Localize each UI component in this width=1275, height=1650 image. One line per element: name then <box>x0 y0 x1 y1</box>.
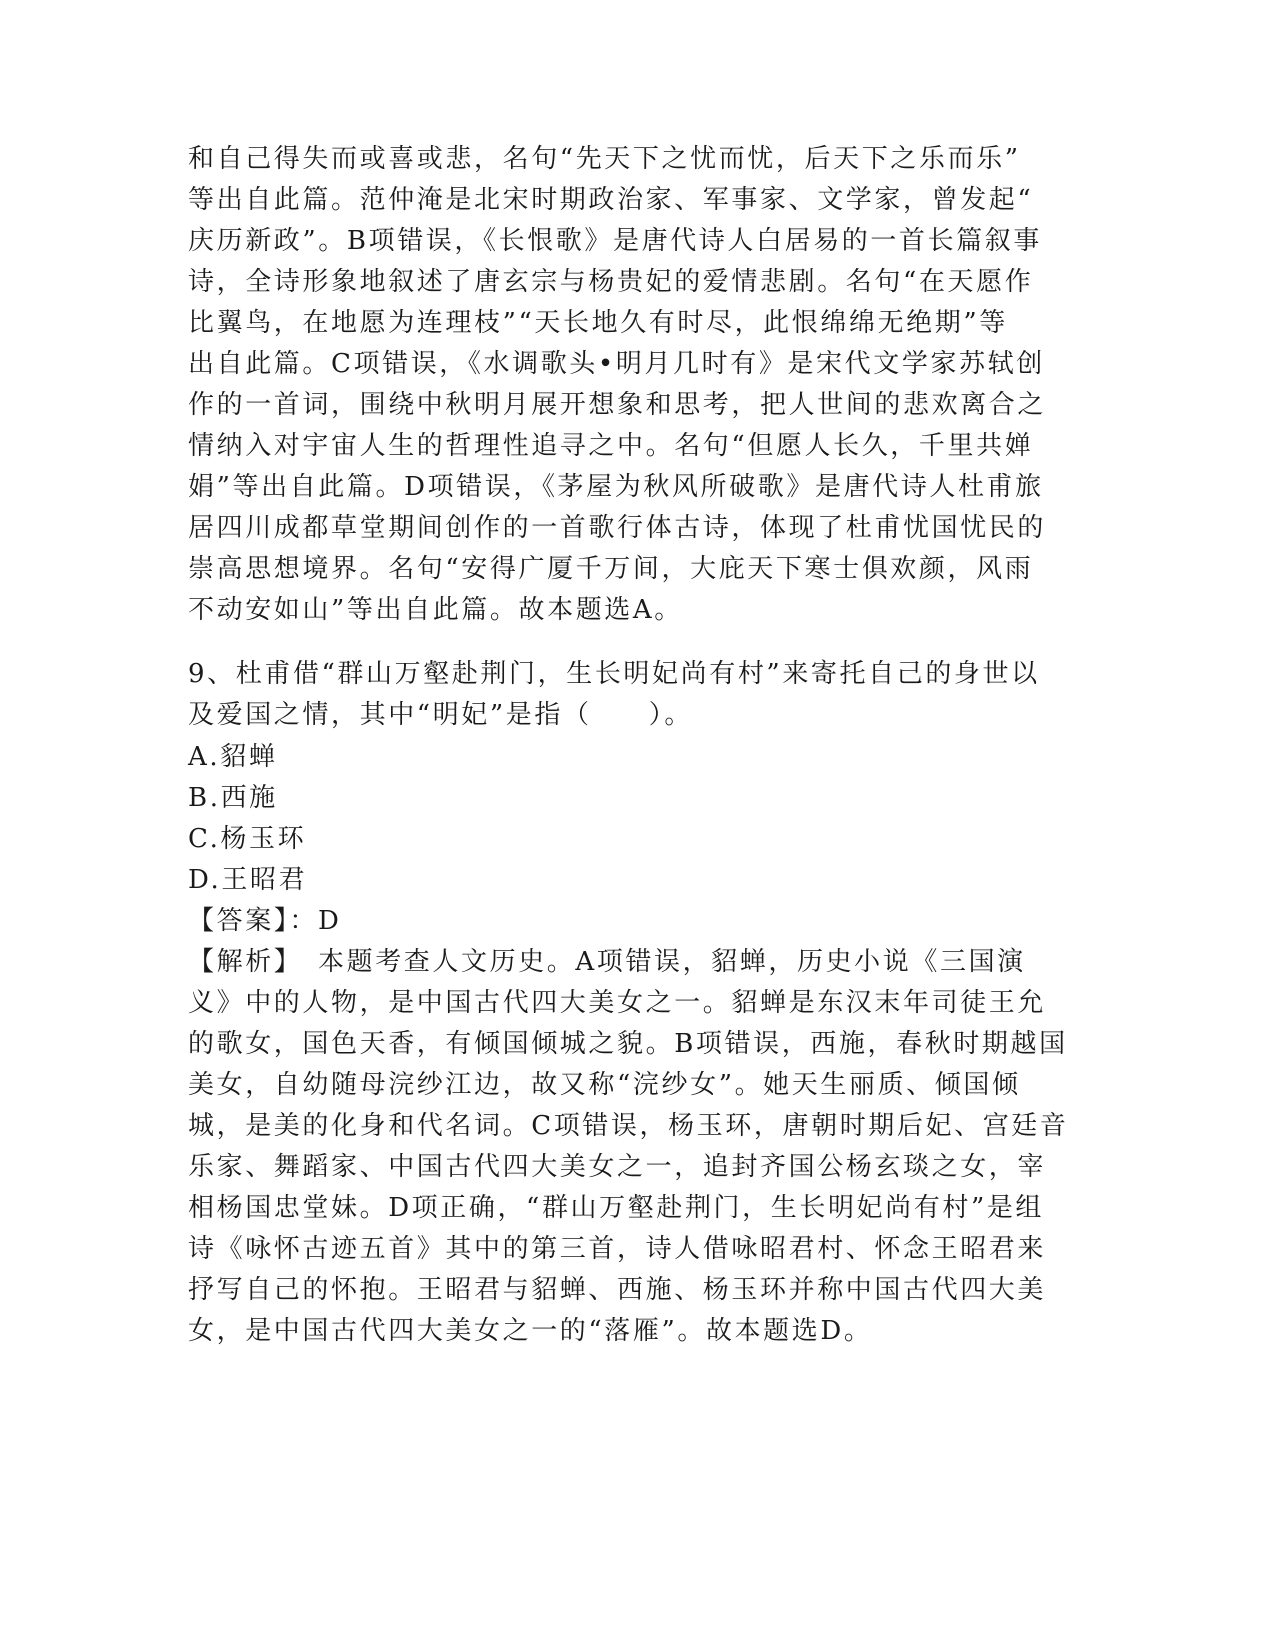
analysis-line: 女，是中国古代四大美女之一的“落雁”。故本题选D。 <box>188 1316 873 1346</box>
analysis-line: 乐家、舞蹈家、中国古代四大美女之一，追封齐国公杨玄琰之女，宰 <box>188 1152 1047 1182</box>
option-a: A.貂蝉 <box>188 742 278 772</box>
text-line: 出自此篇。C项错误，《水调歌头•明月几时有》是宋代文学家苏轼创 <box>188 349 1045 379</box>
text-line: 庆历新政”。B项错误，《长恨歌》是唐代诗人白居易的一首长篇叙事 <box>188 226 1042 256</box>
text-line: 等出自此篇。范仲淹是北宋时期政治家、军事家、文学家，曾发起“ <box>188 185 1034 215</box>
option-c: C.杨玉环 <box>188 824 307 854</box>
question-stem: 及爱国之情，其中“明妃”是指（ ）。 <box>188 700 693 730</box>
text-line: 诗，全诗形象地叙述了唐玄宗与杨贵妃的爱情悲剧。名句“在天愿作 <box>188 267 1034 297</box>
text-line: 和自己得失而或喜或悲，名句“先天下之忧而忧，后天下之乐而乐” <box>188 144 1021 174</box>
analysis-line: 城，是美的化身和代名词。C项错误，杨玉环，唐朝时期后妃、宫廷音 <box>188 1111 1069 1141</box>
answer-line: 【答案】：D <box>188 906 342 936</box>
option-b: B.西施 <box>188 783 278 813</box>
analysis-line: 美女，自幼随母浣纱江边，故又称“浣纱女”。她天生丽质、倾国倾 <box>188 1070 1021 1100</box>
analysis-line: 相杨国忠堂妹。D项正确，“群山万壑赴荆门，生长明妃尚有村”是组 <box>188 1193 1045 1223</box>
analysis-line: 抒写自己的怀抱。王昭君与貂蝉、西施、杨玉环并称中国古代四大美 <box>188 1275 1047 1305</box>
analysis-line: 的歌女，国色天香，有倾国倾城之貌。B项错误，西施，春秋时期越国 <box>188 1029 1068 1059</box>
analysis-line: 【解析】 本题考查人文历史。A项错误，貂蝉，历史小说《三国演 <box>188 947 1026 977</box>
text-line: 比翼鸟，在地愿为连理枝”“天长地久有时尽，此恨绵绵无绝期”等 <box>188 308 1008 338</box>
question-stem: 9、杜甫借“群山万壑赴荆门，生长明妃尚有村”来寄托自己的身世以 <box>188 659 1040 689</box>
text-line: 居四川成都草堂期间创作的一首歌行体古诗，体现了杜甫忧国忧民的 <box>188 513 1047 543</box>
text-line: 情纳入对宇宙人生的哲理性追寻之中。名句“但愿人长久，千里共婵 <box>188 431 1034 461</box>
analysis-line: 义》中的人物，是中国古代四大美女之一。貂蝉是东汉末年司徒王允 <box>188 988 1047 1018</box>
text-line: 娟”等出自此篇。D项错误，《茅屋为秋风所破歌》是唐代诗人杜甫旅 <box>188 472 1044 502</box>
text-line: 作的一首词，围绕中秋明月展开想象和思考，把人世间的悲欢离合之 <box>188 390 1047 420</box>
analysis-line: 诗《咏怀古迹五首》其中的第三首，诗人借咏昭君村、怀念王昭君来 <box>188 1234 1047 1264</box>
text-line: 不动安如山”等出自此篇。故本题选A。 <box>188 595 683 625</box>
text-line: 崇高思想境界。名句“安得广厦千万间，大庇天下寒士俱欢颜，风雨 <box>188 554 1034 584</box>
option-d: D.王昭君 <box>188 865 308 895</box>
